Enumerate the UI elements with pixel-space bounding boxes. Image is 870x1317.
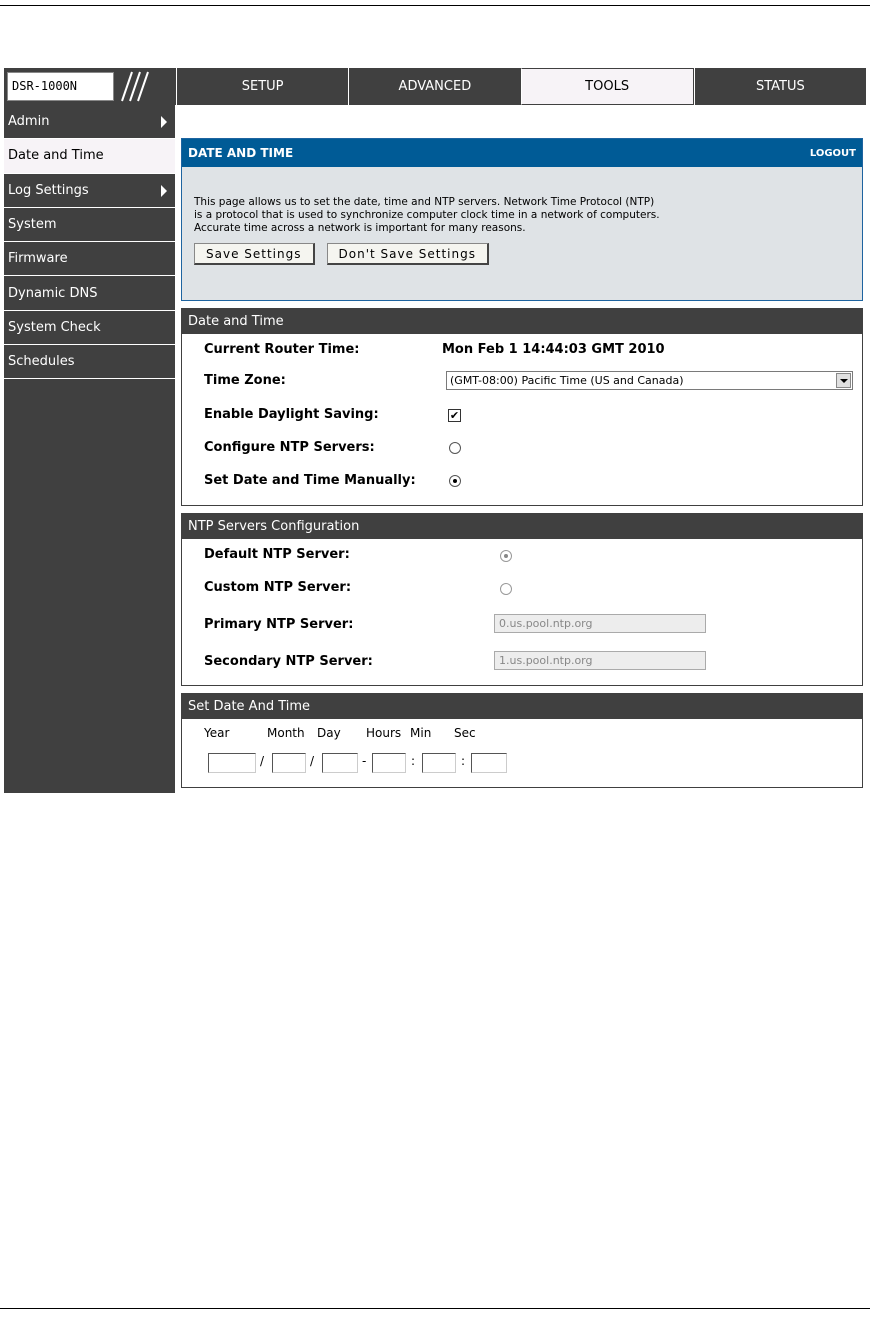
year-label: Year [204, 726, 230, 740]
primary-ntp-row [182, 606, 862, 643]
date-separator: / [310, 754, 315, 768]
section-title: Set Date And Time [182, 694, 862, 719]
description-line: is a protocol that is used to synchronize computer clock time in a network of computers. [194, 209, 660, 221]
date-time-separator: - [362, 754, 367, 768]
slash-logo-icon [112, 71, 152, 102]
tab-setup[interactable]: SETUP [176, 68, 348, 105]
timezone-select[interactable] [446, 371, 853, 390]
sidebar-item-firmware[interactable] [4, 242, 175, 276]
section-title: NTP Servers Configuration [182, 514, 862, 539]
time-separator: : [411, 754, 416, 768]
tab-tools[interactable]: TOOLS [521, 68, 694, 105]
manual-mode-row [182, 465, 862, 498]
description-line: Accurate time across a network is important for many reasons. [194, 222, 526, 234]
custom-ntp-label: Custom NTP Server: [204, 580, 352, 595]
tab-status[interactable]: STATUS [694, 68, 866, 105]
sidebar-item-log-settings[interactable] [4, 174, 175, 208]
current-time-row [182, 334, 862, 365]
ntp-mode-row [182, 432, 862, 465]
sec-label: Sec [454, 726, 476, 740]
custom-ntp-row [182, 572, 862, 606]
manual-date-fields [182, 719, 862, 785]
sidebar-item-schedules[interactable] [4, 345, 175, 379]
product-logo-area [4, 68, 176, 105]
current-time-value: Mon Feb 1 14:44:03 GMT 2010 [442, 342, 665, 357]
min-label: Min [410, 726, 432, 740]
page-bottom-rule [0, 1308, 870, 1309]
sidebar-item-label: System Check [8, 319, 101, 335]
primary-ntp-label: Primary NTP Server: [204, 617, 354, 632]
action-buttons [182, 235, 862, 265]
manual-mode-label: Set Date and Time Manually: [204, 473, 416, 488]
main-content [181, 138, 863, 788]
sidebar-item-label: Log Settings [8, 182, 89, 198]
hours-input[interactable] [372, 753, 406, 773]
timezone-label: Time Zone: [204, 373, 286, 388]
sidebar-item-system[interactable] [4, 208, 175, 242]
main-tabs [176, 68, 866, 105]
page-description [182, 167, 862, 235]
default-ntp-row [182, 539, 862, 572]
sec-input[interactable] [471, 753, 507, 773]
sidebar-item-label: Admin [8, 114, 50, 130]
default-ntp-radio[interactable] [500, 550, 512, 562]
ntp-mode-radio[interactable] [449, 442, 461, 454]
current-time-label: Current Router Time: [204, 342, 360, 357]
secondary-ntp-input[interactable]: 1.us.pool.ntp.org [494, 651, 706, 670]
page-header-bar [182, 139, 862, 167]
year-input[interactable] [208, 753, 256, 773]
description-line: This page allows us to set the date, time and NTP servers. Network Time Protocol (NTP) [194, 196, 655, 208]
sidebar-item-label: Firmware [8, 251, 68, 267]
primary-ntp-input[interactable]: 0.us.pool.ntp.org [494, 614, 706, 633]
ntp-config-section [181, 513, 863, 686]
ntp-mode-label: Configure NTP Servers: [204, 440, 375, 455]
date-time-section [181, 308, 863, 506]
dst-checkbox[interactable]: ✔ [449, 409, 460, 422]
set-date-time-section [181, 693, 863, 788]
sidebar-item-label: System [8, 217, 57, 233]
min-input[interactable] [422, 753, 456, 773]
timezone-selected-value: (GMT-08:00) Pacific Time (US and Canada) [450, 374, 684, 387]
hours-label: Hours [366, 726, 402, 740]
month-label: Month [267, 726, 305, 740]
timezone-row [182, 365, 862, 399]
logout-link[interactable]: LOGOUT [809, 147, 856, 159]
sidebar [4, 105, 175, 793]
page-header-panel [181, 138, 863, 301]
tab-advanced[interactable]: ADVANCED [348, 68, 520, 105]
submenu-arrow-icon [161, 116, 167, 128]
secondary-ntp-label: Secondary NTP Server: [204, 654, 373, 669]
time-separator: : [461, 754, 466, 768]
sidebar-item-label: Date and Time [8, 148, 104, 164]
page-title: DATE AND TIME [188, 146, 294, 160]
section-title: Date and Time [182, 309, 862, 334]
sidebar-item-label: Schedules [8, 354, 75, 370]
custom-ntp-radio[interactable] [500, 583, 512, 595]
sidebar-item-admin[interactable] [4, 105, 175, 139]
dst-row [182, 399, 862, 432]
top-nav-bar [4, 68, 866, 105]
save-settings-button[interactable]: Save Settings [194, 243, 315, 265]
day-input[interactable] [322, 753, 358, 773]
sidebar-item-dynamic-dns[interactable] [4, 276, 175, 310]
dont-save-settings-button[interactable]: Don't Save Settings [327, 243, 490, 265]
manual-mode-radio[interactable] [449, 475, 461, 487]
model-label: DSR-1000N [7, 72, 114, 101]
sidebar-item-label: Dynamic DNS [8, 285, 98, 301]
month-input[interactable] [272, 753, 306, 773]
dst-label: Enable Daylight Saving: [204, 407, 379, 422]
page-top-rule [0, 5, 870, 6]
secondary-ntp-row [182, 643, 862, 683]
sidebar-item-system-check[interactable] [4, 311, 175, 345]
default-ntp-label: Default NTP Server: [204, 547, 350, 562]
date-separator: / [260, 754, 265, 768]
day-label: Day [317, 726, 341, 740]
submenu-arrow-icon [161, 185, 167, 197]
chevron-down-icon[interactable] [836, 373, 851, 388]
sidebar-item-date-and-time[interactable] [4, 139, 175, 173]
